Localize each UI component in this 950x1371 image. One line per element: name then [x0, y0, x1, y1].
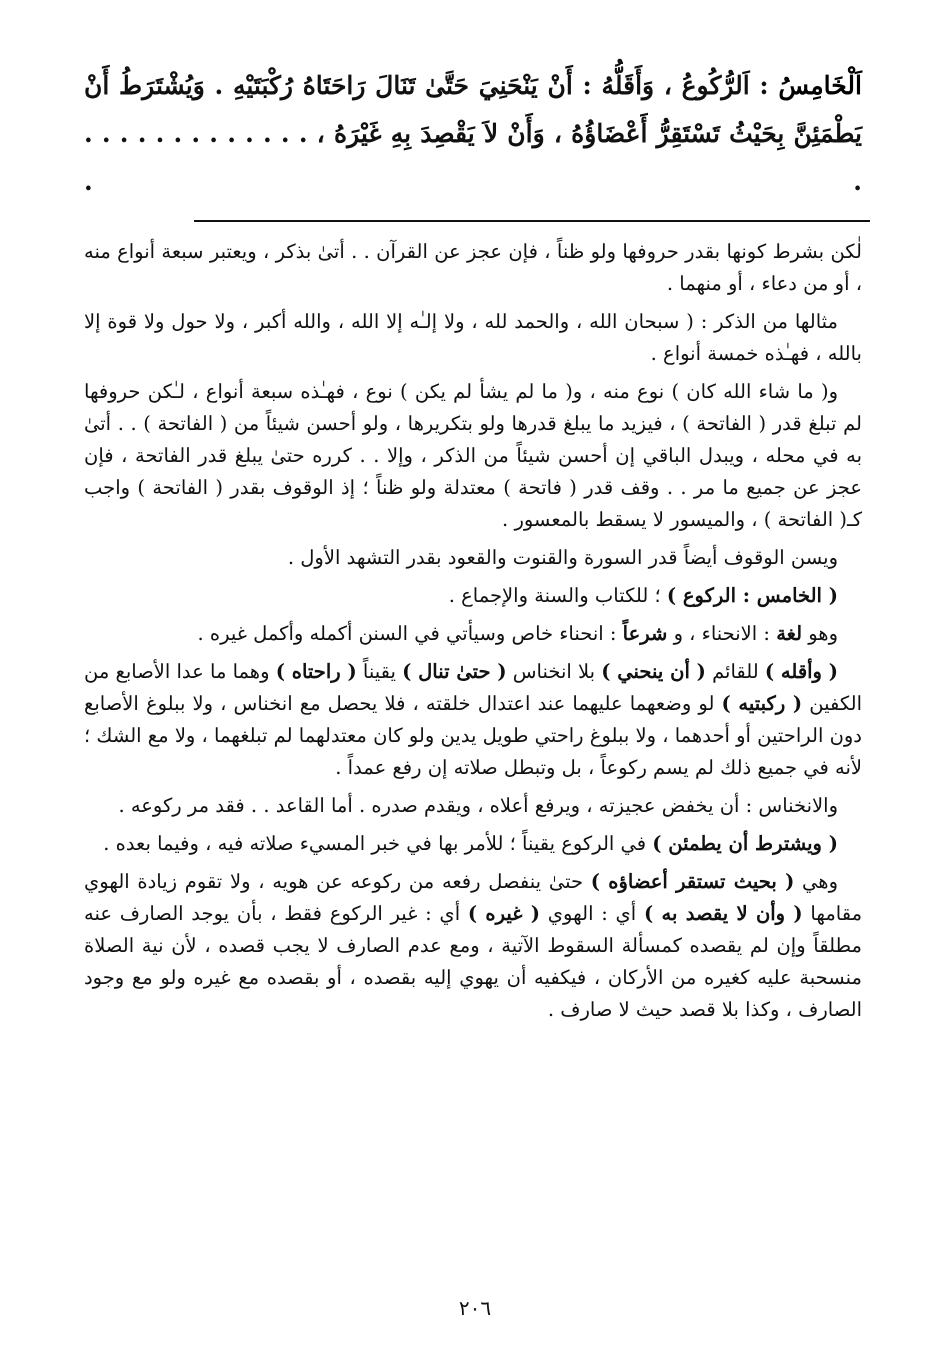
commentary-paragraph: والانخناس : أن يخفض عجيزته ، ويرفع أعلاه ، ويقدم صدره . أما القاعد . . فقد مر ركوعه . [118, 794, 838, 817]
commentary-text-run: حتىٰ ينفصل رفعه من ركوعه عن هويه ، ولا تقوم زيادة الهوي مقامها [84, 870, 863, 925]
section-divider [194, 220, 870, 222]
quoted-text: ( أن ينحني ) [601, 660, 706, 683]
commentary-text-run: وهي [802, 870, 838, 893]
commentary-text [84, 236, 862, 1026]
quoted-text: ( وأن لا يقصد به ) [643, 902, 803, 925]
commentary-paragraph: ويسن الوقوف أيضاً قدر السورة والقنوت والقعود بقدر التشهد الأول . [287, 546, 838, 569]
commentary-paragraph: مثالها من الذكر : ( سبحان الله ، والحمد لله ، ولا إلـٰه إلا الله ، والله أكبر ، ولا حول ولا قوة إلا بالله ، فهـٰذه خمسة أنواع . [84, 310, 862, 365]
commentary-text-run: في الركوع يقيناً ؛ للأمر بها في خبر المسيء صلاته فيه ، وفيما بعده . [103, 832, 647, 855]
commentary-text-run: أي : غير الركوع فقط ، بأن يوجد الصارف عنه مطلقاً وإن لم يقصده كمسألة السقوط الآتية ، ومع عدم الصارف لا يجب قصده ، لأن نية الصلاة منسحبة عليه كغيره من الأركان ، فيكفيه أن يهوي إليه بقصده ، أو بقصده مع غيره ولو مع وجود الصارف ، وكذا بلا قصد حيث لا صارف . [84, 902, 862, 1021]
commentary-paragraph [84, 828, 862, 860]
commentary-text-run: وهو [808, 622, 838, 645]
main-text-line-2: يَطْمَئِنَّ بِحَيْثُ تَسْتَقِرُّ أَعْضَاؤُهُ ، وَأَنْ لاَ يَقْصِدَ بِهِ غَيْرَهُ ، . . . . . . . . . . . . . . . [84, 119, 862, 196]
quoted-text: ( الخامس : الركوع ) [666, 584, 838, 607]
commentary-text-run: ؛ للكتاب والسنة والإجماع . [448, 584, 661, 607]
commentary-text-run: للقائم [712, 660, 759, 683]
page-number: ٢٠٦ [458, 1296, 492, 1320]
commentary-paragraph: لٰكن بشرط كونها بقدر حروفها ولو ظناً ، فإن عجز عن القرآن . . أتىٰ بذكر ، ويعتبر سبعة أنواع منه ، أو من دعاء ، أو منهما . [84, 240, 862, 295]
commentary-paragraph: و( ما شاء الله كان ) نوع منه ، و( ما لم يشأ لم يكن ) نوع ، فهـٰذه سبعة أنواع ، لـٰكن حروفها لم تبلغ قدر ( الفاتحة ) ، فيزيد ما يبلغ قدرها ولو بتكريرها ، ولو أحسن شيئاً من ( الفاتحة ) . . أتىٰ به في محله ، ويبدل الباقي إن أحسن شيئاً من الذكر ، وإلا . . كرره حتىٰ يبلغ قدر الفاتحة ، فإن عجز عن جميع ما مر . . وقف قدر ( فاتحة ) معتدلة ولو ظناً ؛ إذ الوقوف بقدر ( الفاتحة ) واجب كـ( الفاتحة ) ، والميسور لا يسقط بالمعسور . [84, 380, 862, 531]
quoted-text: ( غيره ) [467, 902, 541, 925]
term-bold: شرعاً [622, 622, 668, 645]
main-text-lead-word: اَلْخَامِسُ [778, 71, 862, 100]
commentary-paragraph [84, 866, 862, 1026]
main-text-line-1 [84, 62, 862, 110]
term-bold: لغة [776, 622, 803, 645]
commentary-text-run: وهما ما عدا الأصابع من الكفين [83, 660, 863, 715]
commentary-text-run: لو وضعهما عليهما عند اعتدال خلقته ، فلا يحصل مع انخناس ، ولا ببلوغ الأصابع دون الراحتين أو أحدهما ، ولا ببلوغ راحتي طويل يدين ولو كان معتدلهما لم تبلغهما ، ولا مع الشك ؛ لأنه في جميع ذلك لم يسم ركوعاً ، بل وتبطل صلاته إن رفع عمداً . [84, 692, 862, 779]
quoted-text: ( بحيث تستقر أعضاؤه ) [590, 870, 795, 893]
commentary-text-run: : الانحناء ، و [673, 622, 770, 645]
quoted-text: ( ويشترط أن يطمئن ) [652, 832, 838, 855]
commentary-paragraph [84, 656, 862, 784]
commentary-text-run: أي : الهوي [547, 902, 637, 925]
main-text-line-1-rest: : اَلرُّكُوعُ ، وَأَقَلُّهُ : أَنْ يَنْحَنِيَ حَتَّىٰ تَنَالَ رَاحَتَاهُ رُكْبَتَيْهِ . وَيُشْتَرَطُ أَنْ [84, 71, 769, 100]
commentary-paragraph [84, 618, 862, 650]
quoted-text: ( حتىٰ تنال ) [402, 660, 507, 683]
quoted-text: ( وأقله ) [764, 660, 838, 683]
commentary-text-run: : انحناء خاص وسيأتي في السنن أكمله وأكمل غيره . [197, 622, 617, 645]
main-text [84, 62, 862, 206]
quoted-text: ( راحتاه ) [275, 660, 357, 683]
quoted-text: ( ركبتيه ) [721, 692, 803, 715]
commentary-paragraph [84, 580, 862, 612]
commentary-text-run: بلا انخناس [512, 660, 596, 683]
commentary-text-run: يقيناً [362, 660, 396, 683]
